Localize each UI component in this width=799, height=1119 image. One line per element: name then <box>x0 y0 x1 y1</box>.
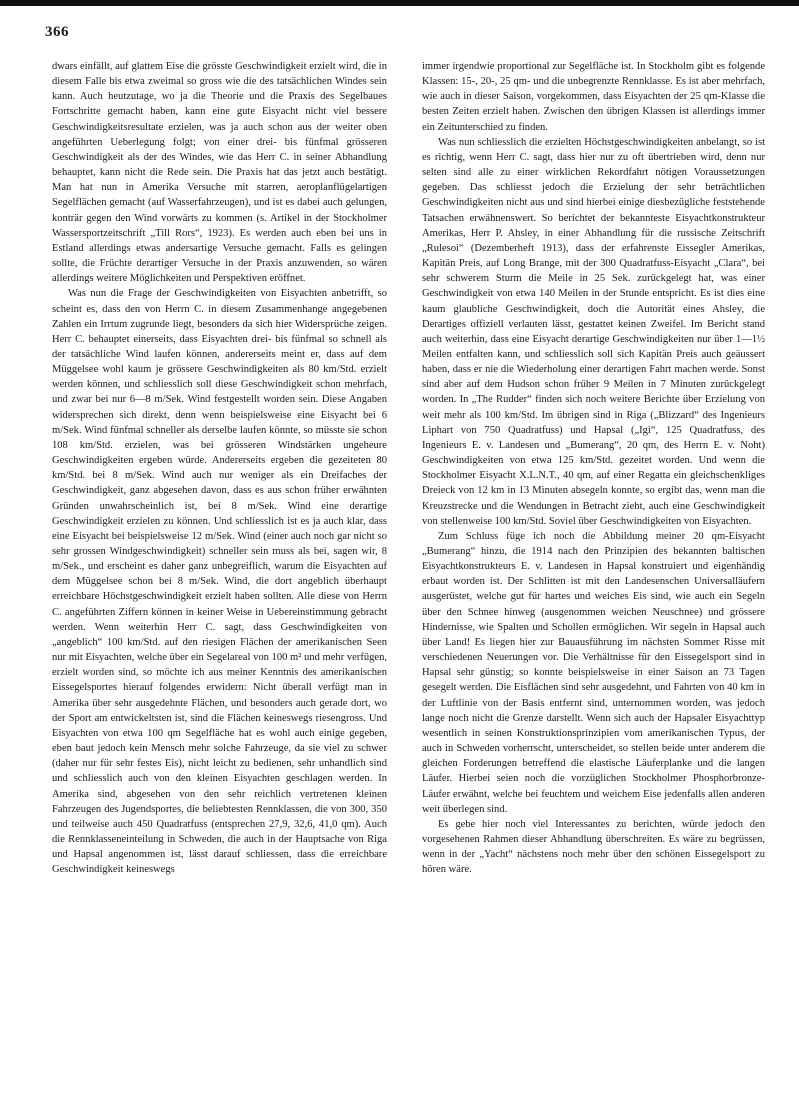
left-text-column <box>52 59 387 877</box>
paragraph: dwars einfällt, auf glattem Eise die grösste Geschwindigkeit erzielt wird, die in diesem Falle bis etwa zweimal so gross wie die des tatsächlichen Windes sein kann. Auch heutzutage, wo ja die Theorie und die Praxis des Segelbaues Fortschritte gemacht haben, kann eine gute Eisyacht nicht viel bessere Geschwindigkeitsresultate erzielen, was ja auch schon aus der weiter oben angeführten Ueberlegung folgt; von einer drei- bis fünfmal grösseren Geschwindigkeit als der des Windes, wie das Herr C. in seiner Abhandlung behauptet, kann nicht die Rede sein. Die Praxis hat das jetzt auch bestätigt. Man hat nun in Amerika Versuche mit starren, aeroplanflügelartigen Segelflächen gemacht (auf Wasserfahrzeugen), und ist es dabei auch gelungen, konträr gegen den Wind vorwärts zu kommen (s. Artikel in der Stockholmer Wassersportzeitschrift „Till Rors“, 1923). Es werden auch eben bei uns in Estland allerdings etwas andersartige Versuche gemacht. Falls es gelingen sollte, die Früchte derartiger Versuche in der Praxis anzuwenden, so wären allerdings weitere Möglichkeiten und Perspektiven eröffnet. <box>52 61 387 285</box>
page-number: 366 <box>45 24 69 40</box>
paragraph: Was nun die Frage der Geschwindigkeiten von Eisyachten anbetrifft, so scheint es, dass den von Herrn C. in diesem Zusammenhange angegebenen Zahlen ein Irrtum zugrunde liegt, besonders da sich hier Widersprüche zeigen. Herr C. behauptet einerseits, dass Eisyachten drei- bis fünfmal so schnell als der tatsächliche Wind laufen können, andererseits meint er, dass auf dem Müggelsee wohl kaum je grössere Geschwindigkeiten als 80 km/Std. erzielt werden können, und schliesslich soll diese Geschwindigkeit schon mehrfach, und zwar bei nur 6—8 m/Sek. Wind festgestellt worden sein. Diese Angaben widersprechen sich direkt, denn wenn beispielsweise eine Eisyacht bei 6 m/Sek. Wind fünfmal schneller als derselbe laufen könnte, so müsste sie schon 108 km/Std. erzielen, was bei grösseren Windstärken ungeheure Geschwindigkeiten ergeben würde. Andererseits ergeben die gezeiteten 80 km/Std. bei 8 m/Sek. Wind auch nur weniger als ein Dreifaches der Geschwindigkeit, ganz abgesehen davon, dass es aus schon früher erwähnten Gründen unwahrscheinlich ist, bei 8 m/Sek. Wind eine derartige Geschwindigkeit erzielen zu können. Und schliesslich ist es ja auch klar, dass eine Eisyacht bei beispielsweise 12 m/Sek. Wind (einer auch noch gar nicht so sehr grossen Windgeschwindigkeit) schneller sein muss als bei, sagen wir, 8 m/Sek., und erscheint es daher ganz unbegreiflich, warum die Eisyachten auf dem Müggelsee schon bei 8 m/Sek. Wind, die dort angeblich überhaupt erreichbare Höchstgeschwindigkeit erzielt haben sollten. Alle diese von Herrn C. angeführten Ziffern können in keiner Weise in Uebereinstimmung gebracht werden. Wenn weiterhin Herr C. sagt, dass Geschwindigkeiten von „angeblich“ 100 km/Std. auf den riesigen Flächen der amerikanischen Seen nur mit Eisyachten, welche über ein Segelareal von 100 m² und mehr verfügen, erzielt worden sind, so möchte ich aus meiner Kenntnis des amerikanischen Eissegelsportes hierauf folgendes erwidern: Nicht überall verfügt man in Amerika über sehr ausgedehnte Flächen, und besonders auch gerade dort, wo der Sport am entwickeltsten ist, sind die Flächen keineswegs riesengross. Und Eisyachten von etwa 100 qm Segelfläche hat es wohl auch einige gegeben, eben baut jedoch kein Mensch mehr solche Fahrzeuge, da sie viel zu schwer (daher nur für sehr festes Eis), nicht leicht zu bedienen, sehr unhandlich sind und schliesslich auch von den kleinen Eisyachten geschlagen werden. In Amerika sind, abgesehen von den sehr reichlich vertretenen kleinen Fahrzeugen des Jugendsportes, die beliebtesten Rennklassen, die von 300, 350 und teilweise auch 450 Quadratfuss (entsprechen 27,9, 32,6, 41,0 qm). Auch die Rennklasseneinteilung in Schweden, die auch in der Hauptsache von Riga und Hapsal angenommen ist, lässt darauf schliessen, dass die erreichbare Geschwindigkeit keineswegs <box>52 288 387 876</box>
paragraph: Zum Schluss füge ich noch die Abbildung meiner 20 qm-Eisyacht „Bumerang“ hinzu, die 1914 nach den Prinzipien des bekannten baltischen Eisyachtkonstrukteurs E. v. Landesen in Hapsal konstruiert und eigenhändig erbaut worden ist. Der Schlitten ist mit den Landesenschen Universalläufern ausgerüstet, welche gut für hartes und weiches Eis sind, wie auch ein Segeln über den Schnee hinweg (ausgenommen weichen Neuschnee) und grössere Hindernisse, wie Spalten und Schollen ermöglichen. Wir segeln in Hapsal auch über Land! Es liegen hier zur Bauausführung im nächsten Sommer Risse mit verschiedenen Neuerungen vor. Die Verhältnisse für den Eissegelsport sind in Hapsal sehr günstig; so konnte beispielsweise in einer Saison an 73 Tagen gesegelt werden. Die Eisflächen sind sehr ausgedehnt, und Fahrten von 40 km in der Luftlinie von der Basis entfernt sind, unternommen worden, was jedoch lange noch nicht die Grenze darstellt. Wenn sich auch der Hapsaler Eisyachttyp wesentlich in seinen Konstruktionsprinzipien vom amerikanischen Typus, der auch in Schweden vorherrscht, unterscheidet, so stellen beide unter anderem die gleichen Forderungen betreffend die elastische Läuferplanke und die langen Läufer. Hierbei seien noch die vorzüglichen Stockholmer Phosphorbronze-Läufer erwähnt, welche bei feuchtem und weichem Eise jedenfalls allen anderen weit überlegen sind. <box>422 530 765 815</box>
paragraph: Es gebe hier noch viel Interessantes zu berichten, würde jedoch den vorgesehenen Rahmen dieser Abhandlung überschreiten. Es wäre zu begrüssen, wenn in der „Yacht“ nächstens noch mehr über den schönen Eissegelsport zu hören wäre. <box>422 818 765 876</box>
paragraph: Was nun schliesslich die erzielten Höchstgeschwindigkeiten anbelangt, so ist es richtig, wenn Herr C. sagt, dass hier nur zu oft übertrieben wird, denn nur selten sind alle zu einer wirklichen Rekordfahrt nötigen Voraussetzungen gegeben. Das schliesst jedoch die Erzielung der sehr beträchtlichen Geschwindigkeiten nicht aus und sind hierbei einige diesbezügliche feststehende Tatsachen erwähnenswert. So berichtet der bekannteste Eisyachtkonstrukteur Amerikas, Herr P. Ahsley, in einer Abhandlung für die russische Zeitschrift „Rulesoi“ (Dezemberheft 1913), dass der erfahrenste Eissegler Amerikas, Kapitän Preis, auf Long Brange, mit der 300 Quadratfuss-Eisyacht „Clara“, bei sehr schwerem Sturm die Meile in 25 Sek. zurückgelegt hat, was einer Geschwindigkeit von etwa 140 Meilen in der Stunde entspricht. Es ist dies eine kaum glaubliche Geschwindigkeit, doch die Autorität eines Ahsley, die Derartiges offiziell verlauten lässt, gestattet keinen Zweifel. Im Bericht stand auch weiterhin, dass eine Eisyacht derartige Geschwindigkeiten nur über 1—1½ Meilen entfalten kann, und schliesslich soll sich Kapitän Preis auch geäussert haben, dass er nie die Wiederholung einer derartigen Fahrt machen werde. Sonst sind aber auf dem Hudson schon früher 9 Meilen in 7 Minuten zurückgelegt worden. In „The Rudder“ finden sich noch weitere Berichte über Erzielung von weit mehr als 100 km/Std. Im übrigen sind in Riga („Blizzard“ des Ingenieurs Liphart von 750 Quadratfuss) und Hapsal („Igi“, 125 Quadratfuss, des Ingenieurs E. v. Landesen und „Bumerang“, 20 qm, des Herrn E. v. Noht) Geschwindigkeiten von etwa 125 km/Std. gezeitet worden. Und wenn die Stockholmer Eisyacht X.L.N.T., 40 qm, auf einer Regatta ein gleichschenkliges Dreieck von 12 km in 13 Minuten absegeln konnte, so ergibt das, wenn man die Kreuzstrecke und die Wendungen in Betracht zieht, auch eine Geschwindigkeit von stellenweise 100 km/Std. Soviel über Geschwindigkeiten von Eisyachten. <box>422 136 765 527</box>
right-text-column <box>422 59 765 877</box>
top-border-rule <box>0 0 799 6</box>
paragraph: immer irgendwie proportional zur Segelfläche ist. In Stockholm gibt es folgende Klassen: 15-, 20-, 25 qm- und die unbegrenzte Rennklasse. Es ist aber mehrfach, wie auch in dieser Saison, vorgekommen, dass Eisyachten der 25 qm-Klasse die besten Zeiten erzielt haben. Zwischen den übrigen Klassen ist allerdings immer ein Zeitunterschied zu finden. <box>422 61 765 133</box>
